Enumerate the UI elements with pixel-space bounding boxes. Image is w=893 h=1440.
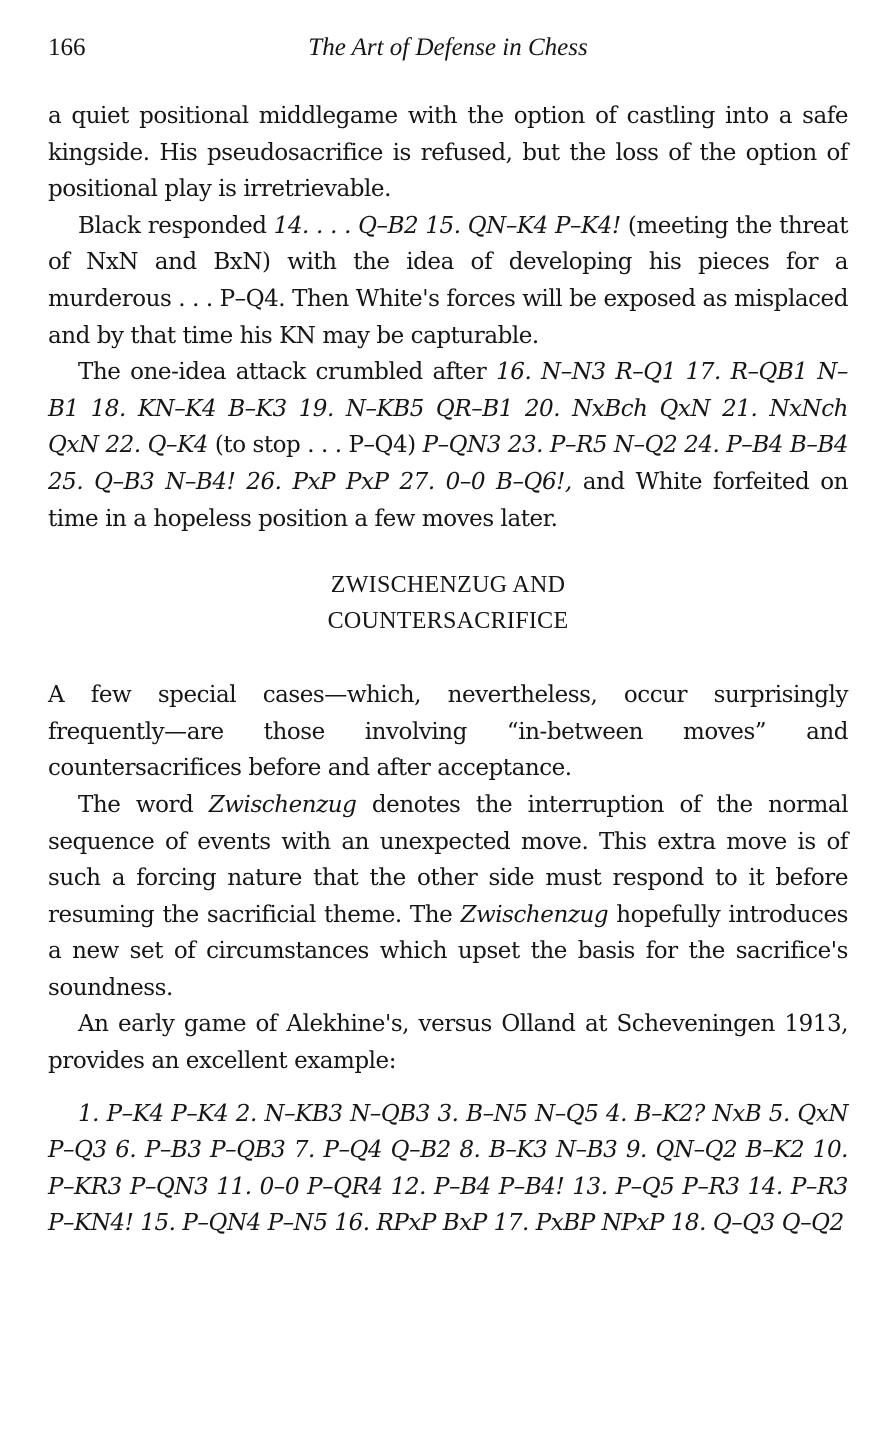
text-run: and White forfeited on time in a hopeless position a few moves later.: [48, 468, 848, 532]
text-run: The one-idea attack crumbled after: [78, 359, 497, 386]
move-notation: P–QN3 23. P–R5 N–Q2 24. P–B4 B–B4 25. Q–B3 N–B4! 26. PxP PxP 27. 0–0 B–Q6!,: [48, 432, 849, 495]
text-run: denotes the interruption of the normal sequence of events with an unexpected move. This extra move is of such a forcing nature that the other side must respond to it before resuming the sacrificial theme. The: [48, 791, 848, 928]
move-notation: 16. N–N3 R–Q1 17. R–QB1 N–B1 18. KN–K4 B–K3 19. N–KB5 QR–B1 20. NxBch QxN 21. NxNch QxN 22. Q–K4: [48, 359, 848, 459]
page-number: 166: [48, 34, 86, 61]
text-run: (to stop . . . P–Q4): [208, 432, 423, 459]
section-heading-line-2: COUNTERSACRIFICE: [327, 608, 569, 635]
book-page: [48, 30, 848, 1242]
move-notation: 14. . . . Q–B2 15. QN–K4 P–K4!: [273, 212, 621, 239]
paragraph-6: An early game of Alekhine's, versus Olland at Scheveningen 1913, provides an excellent example:: [48, 1011, 848, 1075]
body-section-1: [48, 98, 848, 537]
italic-term: Zwischenzug: [460, 901, 609, 928]
paragraph-2: [48, 208, 848, 354]
running-title: The Art of Defense in Chess: [308, 34, 588, 61]
text-run: hopefully introduces a new set of circumstances which upset the basis for the sacrifice's soundness.: [48, 901, 848, 1001]
text-run: Black responded: [78, 212, 274, 239]
paragraph-1: a quiet positional middlegame with the option of castling into a safe kingside. His pseudosacrifice is refused, but the loss of the option of positional play is irretrievable.: [48, 103, 848, 203]
section-heading: [48, 567, 848, 639]
section-heading-line-1: ZWISCHENZUG AND: [330, 572, 566, 599]
body-section-2: [48, 677, 848, 1242]
paragraph-4: A few special cases—which, nevertheless, occur surprisingly frequently—are those involving “in-between moves” and countersacrifices before and after acceptance.: [48, 682, 848, 782]
text-run: The word: [78, 791, 209, 818]
paragraph-5: [48, 787, 848, 1007]
italic-term: Zwischenzug: [208, 791, 357, 818]
page-header: [48, 30, 848, 70]
game-moves: 1. P–K4 P–K4 2. N–KB3 N–QB3 3. B–N5 N–Q5 4. B–K2? NxB 5. QxN P–Q3 6. P–B3 P–QB3 7. P–Q4 Q–B2 8. B–K3 N–B3 9. QN–Q2 B–K2 10. P–KR3 P–QN3 11. 0–0 P–QR4 12. P–B4 P–B4! 13. P–Q5 P–R3 14. P–R3 P–KN4! 15. P–QN4 P–N5 16. RPxP BxP 17. PxBP NPxP 18. Q–Q3 Q–Q2: [48, 1100, 848, 1237]
text-run: (meeting the threat of NxN and BxN) with the idea of developing his pieces for a murderous . . . P–Q4. Then White's forces will be exposed as misplaced and by that time his KN may be capturable.: [48, 212, 849, 349]
paragraph-3: [48, 354, 848, 537]
